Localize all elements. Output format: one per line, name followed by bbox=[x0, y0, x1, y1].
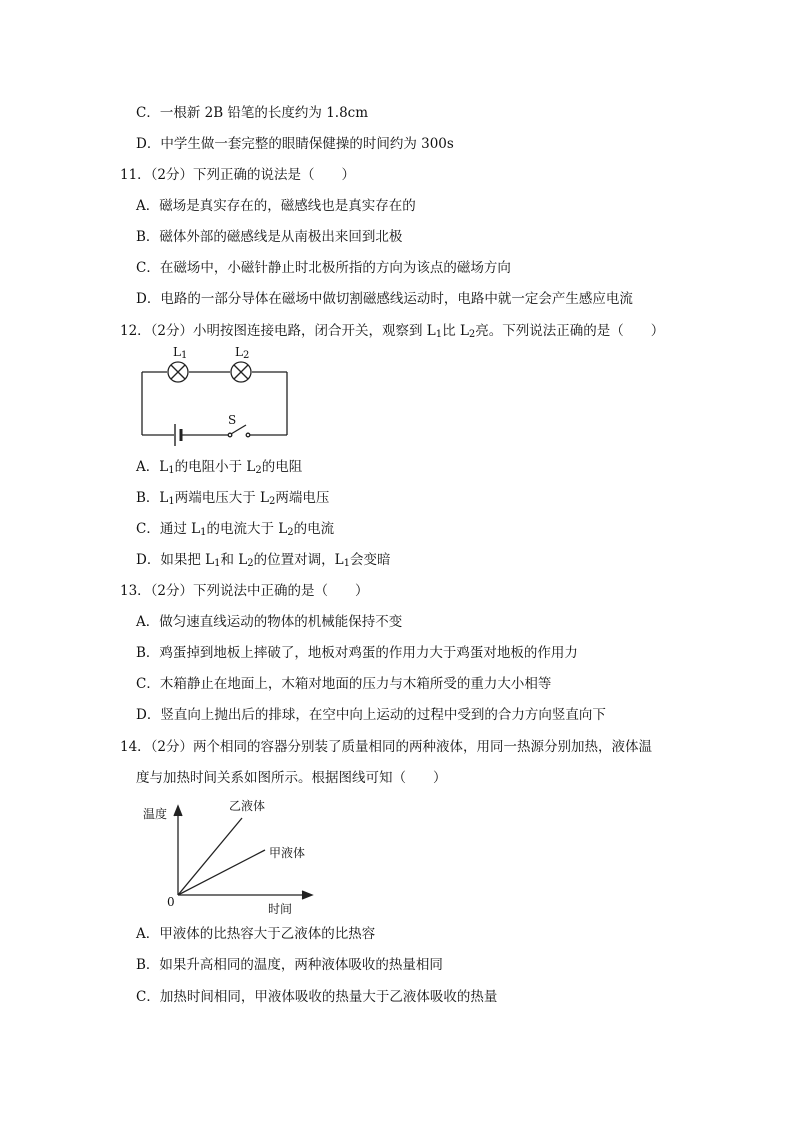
graph-x-label: 时间 bbox=[268, 902, 293, 916]
graph-y-label: 温度 bbox=[143, 807, 168, 821]
line-liquid-jia bbox=[178, 850, 265, 895]
q14-stem-line2: 度与加热时间关系如图所示。根据图线可知（ ） bbox=[136, 770, 447, 786]
q11-stem: 11．（2分）下列正确的说法是（ ） bbox=[120, 167, 356, 183]
q12-option-d: D．如果把 $L_1$和 $L_2$的位置对调，$L_1$会变暗 bbox=[136, 552, 391, 569]
q11-option-a: A．磁场是真实存在的，磁感线也是真实存在的 bbox=[136, 198, 416, 214]
graph-label-yi: 乙液体 bbox=[229, 799, 266, 813]
label-l2: $L_2$ bbox=[235, 345, 250, 361]
q14-stem-line1: 14．（2分）两个相同的容器分别装了质量相同的两种液体，用同一热源分别加热，液体温 bbox=[120, 739, 653, 755]
q13-option-a: A．做匀速直线运动的物体的机械能保持不变 bbox=[136, 614, 403, 630]
q12-option-b: B．$L_1$两端电压大于 $L_2$两端电压 bbox=[136, 490, 330, 507]
q14-option-a: A．甲液体的比热容大于乙液体的比热容 bbox=[136, 926, 376, 942]
q14-option-b: B．如果升高相同的温度，两种液体吸收的热量相同 bbox=[136, 957, 443, 973]
label-l1: $L_1$ bbox=[173, 345, 188, 361]
q14-option-c: C．加热时间相同，甲液体吸收的热量大于乙液体吸收的热量 bbox=[136, 989, 498, 1005]
line-liquid-yi bbox=[178, 818, 242, 895]
q13-option-c: C．木箱静止在地面上，木箱对地面的压力与木箱所受的重力大小相等 bbox=[136, 676, 552, 692]
q11-option-c: C．在磁场中，小磁针静止时北极所指的方向为该点的磁场方向 bbox=[136, 260, 511, 276]
q12-option-a: A．$L_1$的电阻小于 $L_2$的电阻 bbox=[136, 459, 303, 476]
q13-option-d: D．竖直向上抛出后的排球，在空中向上运动的过程中受到的合力方向竖直向下 bbox=[136, 707, 606, 723]
graph-label-jia: 甲液体 bbox=[269, 846, 306, 860]
q13-option-b: B．鸡蛋掉到地板上摔破了，地板对鸡蛋的作用力大于鸡蛋对地板的作用力 bbox=[136, 645, 578, 661]
graph-origin: 0 bbox=[167, 895, 175, 909]
q12-option-c: C．通过 $L_1$的电流大于 $L_2$的电流 bbox=[136, 521, 335, 538]
q12-stem: 12．（2分）小明按图连接电路，闭合开关，观察到 $L_1$比 $L_2$亮。下列说法正确的是（ ） bbox=[120, 323, 665, 340]
q10-option-c: C．一根新 2B 铅笔的长度约为 1.8cm bbox=[136, 105, 369, 121]
label-switch: S bbox=[228, 413, 237, 427]
q10-option-d: D．中学生做一套完整的眼睛保健操的时间约为 300s bbox=[136, 136, 454, 152]
q13-stem: 13．（2分）下列说法中正确的是（ ） bbox=[120, 583, 369, 599]
q11-option-d: D．电路的一部分导体在磁场中做切割磁感线运动时，电路中就一定会产生感应电流 bbox=[136, 291, 633, 307]
q11-option-b: B．磁体外部的磁感线是从南极出来回到北极 bbox=[136, 229, 403, 245]
